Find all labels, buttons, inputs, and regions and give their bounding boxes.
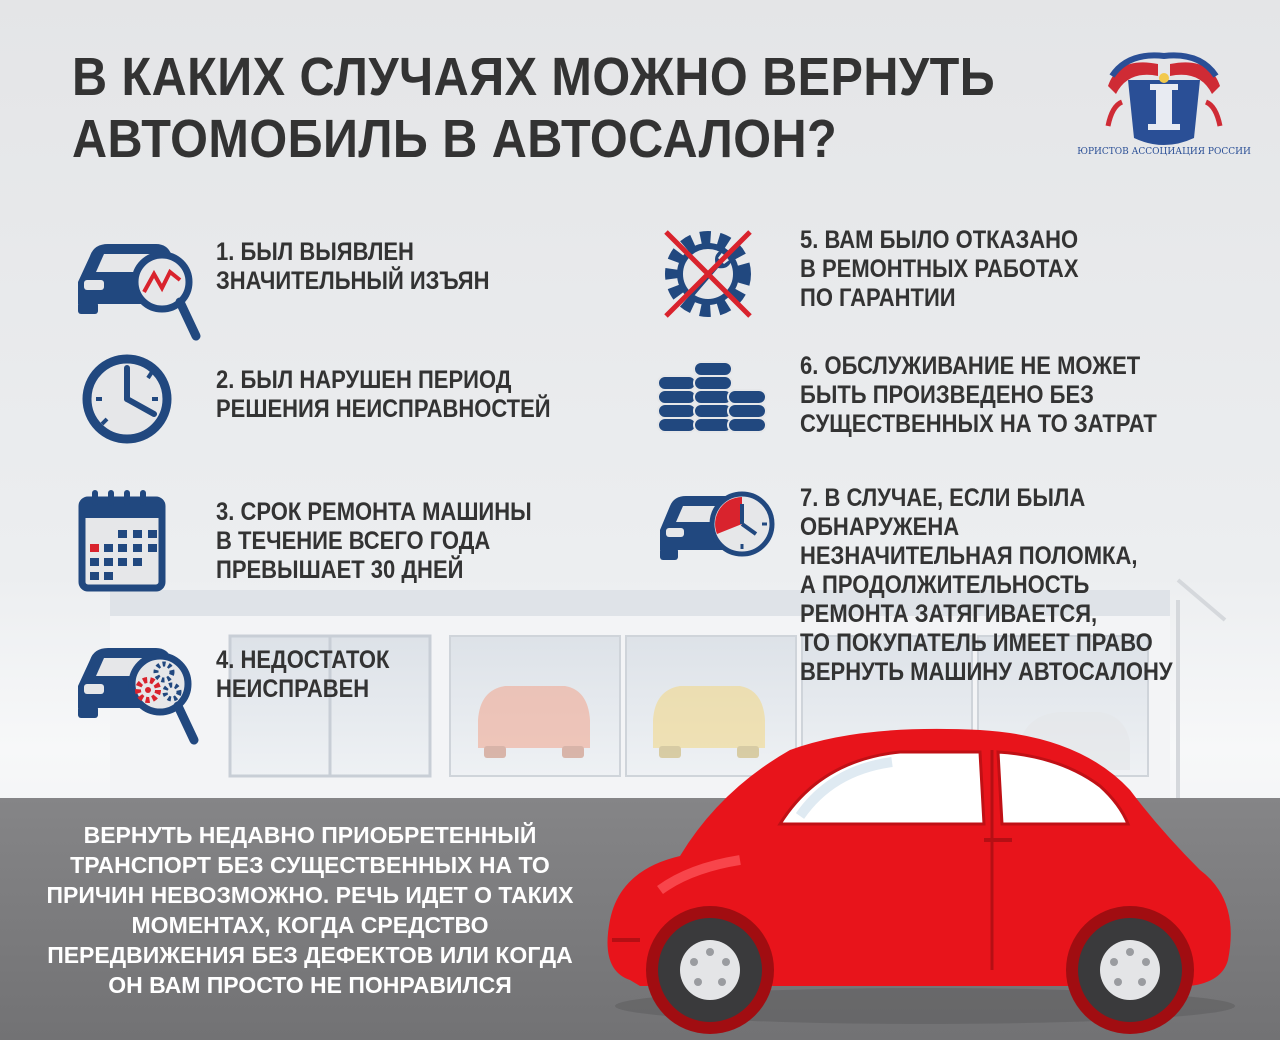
reason-6-text bbox=[800, 352, 1157, 439]
calendar-icon bbox=[78, 488, 168, 592]
reason-3-line: В ТЕЧЕНИЕ ВСЕГО ГОДА bbox=[216, 527, 491, 555]
reason-1-line: 1. БЫЛ ВЫЯВЛЕН bbox=[216, 238, 414, 266]
reason-3-line: ПРЕВЫШАЕТ 30 ДНЕЙ bbox=[216, 556, 464, 584]
reason-7-line: ОБНАРУЖЕНА bbox=[800, 513, 960, 541]
footer-line: ТРАНСПОРТ БЕЗ СУЩЕСТВЕННЫХ НА ТО bbox=[70, 852, 550, 878]
reason-7-line: А ПРОДОЛЖИТЕЛЬНОСТЬ bbox=[800, 571, 1090, 599]
reason-7-text bbox=[800, 484, 1173, 687]
logo-text: ЮРИСТОВ АССОЦИАЦИЯ РОССИИ bbox=[1077, 147, 1251, 157]
footer-note bbox=[30, 820, 590, 1000]
lawyers-association-seal-icon bbox=[1077, 46, 1251, 158]
reason-7-line: РЕМОНТА ЗАТЯГИВАЕТСЯ, bbox=[800, 600, 1098, 628]
reason-7-line: НЕЗНАЧИТЕЛЬНАЯ ПОЛОМКА, bbox=[800, 542, 1138, 570]
reason-2-line: 2. БЫЛ НАРУШЕН ПЕРИОД bbox=[216, 366, 512, 394]
reason-6-line: СУЩЕСТВЕННЫХ НА ТО ЗАТРАТ bbox=[800, 410, 1157, 438]
red-car-illustration bbox=[600, 720, 1250, 1030]
reason-5-line: В РЕМОНТНЫХ РАБОТАХ bbox=[800, 255, 1079, 283]
footer-line: ВЕРНУТЬ НЕДАВНО ПРИОБРЕТЕННЫЙ bbox=[83, 822, 537, 848]
page-title bbox=[72, 46, 995, 170]
reason-7-line: ВЕРНУТЬ МАШИНУ АВТОСАЛОНУ bbox=[800, 658, 1173, 686]
footer-line: ОН ВАМ ПРОСТО НЕ ПОНРАВИЛСЯ bbox=[108, 972, 512, 998]
reason-4-line: НЕИСПРАВЕН bbox=[216, 675, 370, 703]
reason-5-text bbox=[800, 226, 1078, 313]
reason-2-line: РЕШЕНИЯ НЕИСПРАВНОСТЕЙ bbox=[216, 395, 551, 423]
title-line-2: АВТОМОБИЛЬ В АВТОСАЛОН? bbox=[72, 109, 838, 169]
footer-line: ПРИЧИН НЕВОЗМОЖНО. РЕЧЬ ИДЕТ О ТАКИХ bbox=[46, 882, 574, 908]
reason-4-line: 4. НЕДОСТАТОК bbox=[216, 646, 390, 674]
car-clock-icon bbox=[656, 484, 776, 564]
footer-line: МОМЕНТАХ, КОГДА СРЕДСТВО bbox=[131, 912, 489, 938]
title-line-1: В КАКИХ СЛУЧАЯХ МОЖНО ВЕРНУТЬ bbox=[72, 47, 996, 107]
reason-2-text bbox=[216, 366, 551, 424]
reason-6-line: БЫТЬ ПРОИЗВЕДЕНО БЕЗ bbox=[800, 381, 1094, 409]
reason-3-line: 3. СРОК РЕМОНТА МАШИНЫ bbox=[216, 498, 532, 526]
reason-5-line: 5. ВАМ БЫЛО ОТКАЗАНО bbox=[800, 226, 1079, 254]
reason-5-line: ПО ГАРАНТИИ bbox=[800, 284, 956, 312]
reason-4-text bbox=[216, 646, 389, 704]
car-magnifier-gears-icon bbox=[72, 632, 202, 748]
reason-1-text bbox=[216, 238, 489, 296]
reason-7-line: ТО ПОКУПАТЕЛЬ ИМЕЕТ ПРАВО bbox=[800, 629, 1153, 657]
reason-6-line: 6. ОБСЛУЖИВАНИЕ НЕ МОЖЕТ bbox=[800, 352, 1141, 380]
reason-3-text bbox=[216, 498, 532, 585]
footer-line: ПЕРЕДВИЖЕНИЯ БЕЗ ДЕФЕКТОВ ИЛИ КОГДА bbox=[47, 942, 573, 968]
coin-stacks-icon bbox=[656, 356, 768, 436]
reason-1-line: ЗНАЧИТЕЛЬНЫЙ ИЗЪЯН bbox=[216, 267, 490, 295]
reason-7-line: 7. В СЛУЧАЕ, ЕСЛИ БЫЛА bbox=[800, 484, 1086, 512]
crossed-gear-wrench-icon bbox=[656, 222, 760, 326]
clock-icon bbox=[78, 352, 180, 446]
car-magnifier-graph-icon bbox=[72, 228, 202, 344]
